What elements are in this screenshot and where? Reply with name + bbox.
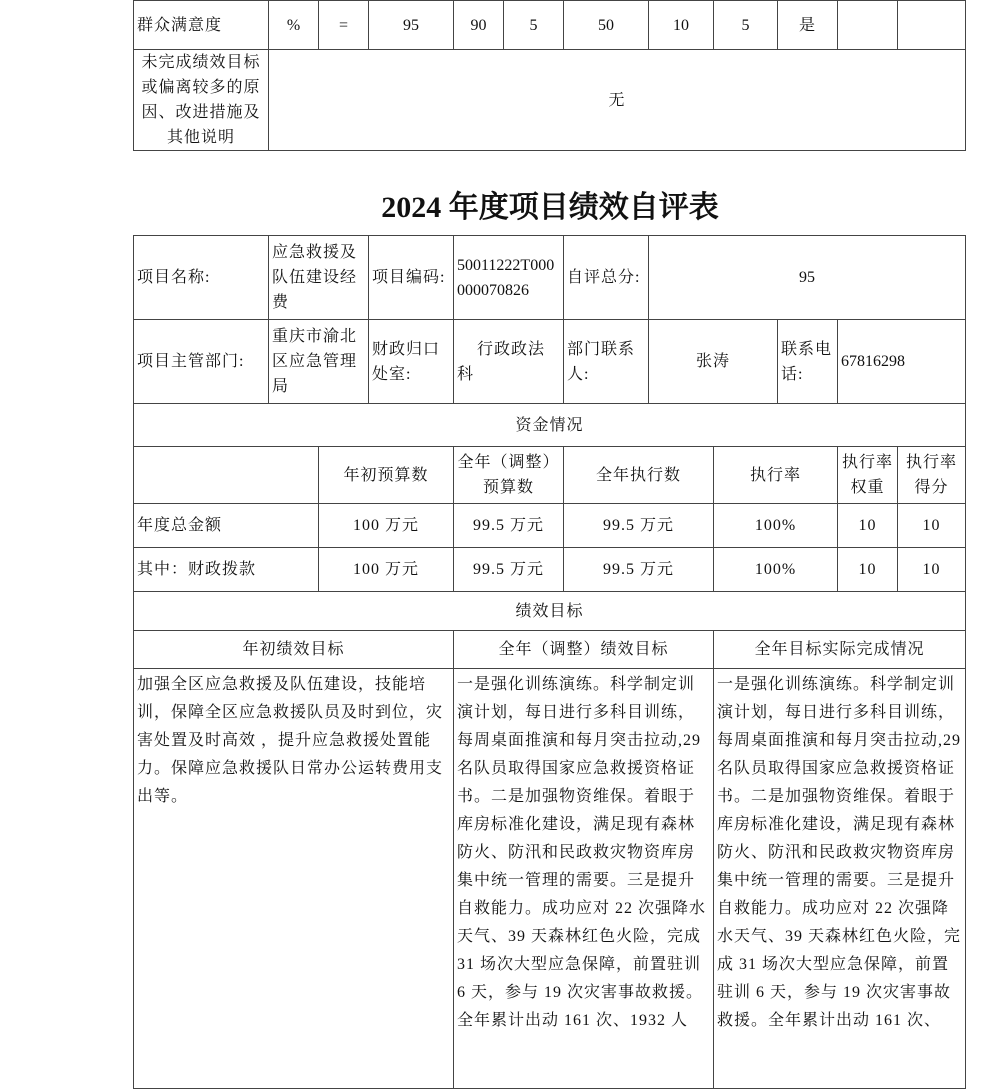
indicator-target: 95 — [369, 1, 454, 50]
goals-content-row — [134, 669, 966, 1089]
funds-row — [134, 504, 966, 548]
funds-initial: 100 万元 — [319, 548, 454, 592]
goals-section-row — [134, 592, 966, 631]
goals-header-initial: 年初绩效目标 — [134, 631, 454, 669]
funds-header-executed: 全年执行数 — [564, 447, 714, 504]
funds-section-title: 资金情况 — [134, 404, 966, 447]
project-name-label: 项目名称: — [134, 236, 269, 320]
phone-label: 联系电话: — [778, 320, 838, 404]
funds-rate: 100% — [714, 504, 838, 548]
indicator-flag: 是 — [778, 1, 838, 50]
funds-weight: 10 — [838, 504, 898, 548]
dept-label: 项目主管部门: — [134, 320, 269, 404]
funds-score: 10 — [898, 504, 966, 548]
self-evaluation-table — [133, 235, 966, 1089]
note-value: 无 — [269, 50, 966, 151]
funds-header-adjusted: 全年（调整）预算数 — [454, 447, 564, 504]
indicator-operator: = — [319, 1, 369, 50]
funds-initial: 100 万元 — [319, 504, 454, 548]
dept-name: 重庆市渝北区应急管理局 — [269, 320, 369, 404]
funds-score: 10 — [898, 548, 966, 592]
contact-label: 部门联系人: — [564, 320, 649, 404]
indicator-actual: 90 — [454, 1, 504, 50]
funds-executed: 99.5 万元 — [564, 504, 714, 548]
funds-row — [134, 548, 966, 592]
goals-header-actual: 全年目标实际完成情况 — [714, 631, 966, 669]
goal-adjusted-text: 一是强化训练演练。科学制定训演计划，每日进行多科目训练，每周桌面推演和每月突击拉动,29 名队员取得国家应急救援资格证书。二是加强物资维保。着眼于库房标准化建设，满足现有森林防火、防汛和民政救灾物资库房集中统一管理的需要。三是提升自救能力。成功应对 22 次强降水天气、39 天森林红色火险，完成 31 场次大型应急保障，前置驻训 6 天，参与 19 次灾害事故救援。全年累计出动 161 次、1932 人 — [454, 669, 714, 1089]
funds-section-row — [134, 404, 966, 447]
indicator-name: 群众满意度 — [134, 1, 269, 50]
goal-initial-text: 加强全区应急救援及队伍建设，技能培训，保障全区应急救援队员及时到位，灾害处置及时高效 ，提升应急救援处置能力。保障应急救援队日常办公运转费用支出等。 — [134, 669, 454, 1089]
funds-rate: 100% — [714, 548, 838, 592]
funds-adjusted: 99.5 万元 — [454, 548, 564, 592]
funds-header-empty — [134, 447, 319, 504]
indicator-score: 5 — [714, 1, 778, 50]
contact-name: 张涛 — [649, 320, 778, 404]
indicator-col7: 50 — [564, 1, 649, 50]
funds-header-rate: 执行率 — [714, 447, 838, 504]
goals-header-adjusted: 全年（调整）绩效目标 — [454, 631, 714, 669]
indicator-weight: 5 — [504, 1, 564, 50]
phone-number: 67816298 — [838, 320, 966, 404]
project-code-label: 项目编码: — [369, 236, 454, 320]
goal-actual-text: 一是强化训练演练。科学制定训演计划，每日进行多科目训练，每周桌面推演和每月突击拉动,29 名队员取得国家应急救援资格证书。二是加强物资维保。着眼于库房标准化建设，满足现有森林防火、防汛和民政救灾物资库房集中统一管理的需要。三是提升自救能力。成功应对 22 次强降水天气、39 天森林红色火险，完成 31 场次大型应急保障，前置驻训 6 天，参与 19 次灾害事故救援。全年累计出动 161 次、 — [714, 669, 966, 1089]
indicator-row — [134, 1, 966, 50]
funds-executed: 99.5 万元 — [564, 548, 714, 592]
funds-header-initial: 年初预算数 — [319, 447, 454, 504]
funds-header-score: 执行率得分 — [898, 447, 966, 504]
total-score-label: 自评总分: — [564, 236, 649, 320]
finance-office-label: 财政归口处室: — [369, 320, 454, 404]
funds-row-label: 年度总金额 — [134, 504, 319, 548]
funds-header-row — [134, 447, 966, 504]
total-score: 95 — [649, 236, 966, 320]
note-row — [134, 50, 966, 151]
funds-weight: 10 — [838, 548, 898, 592]
funds-header-weight: 执行率权重 — [838, 447, 898, 504]
project-info-row — [134, 236, 966, 320]
page-title: 2024 年度项目绩效自评表 — [381, 191, 719, 224]
indicator-table-continued — [133, 0, 966, 151]
indicator-unit: % — [269, 1, 319, 50]
goals-section-title: 绩效目标 — [134, 592, 966, 631]
funds-adjusted: 99.5 万元 — [454, 504, 564, 548]
indicator-col8: 10 — [649, 1, 714, 50]
indicator-col12 — [898, 1, 966, 50]
project-code: 50011222T000000070826 — [454, 236, 564, 320]
department-row — [134, 320, 966, 404]
project-name: 应急救援及队伍建设经费 — [269, 236, 369, 320]
indicator-col11 — [838, 1, 898, 50]
note-label: 未完成绩效目标或偏离较多的原因、改进措施及其他说明 — [134, 50, 269, 151]
goals-header-row — [134, 631, 966, 669]
funds-row-label: 其中：财政拨款 — [134, 548, 319, 592]
finance-office: 行政政法科 — [454, 320, 564, 404]
